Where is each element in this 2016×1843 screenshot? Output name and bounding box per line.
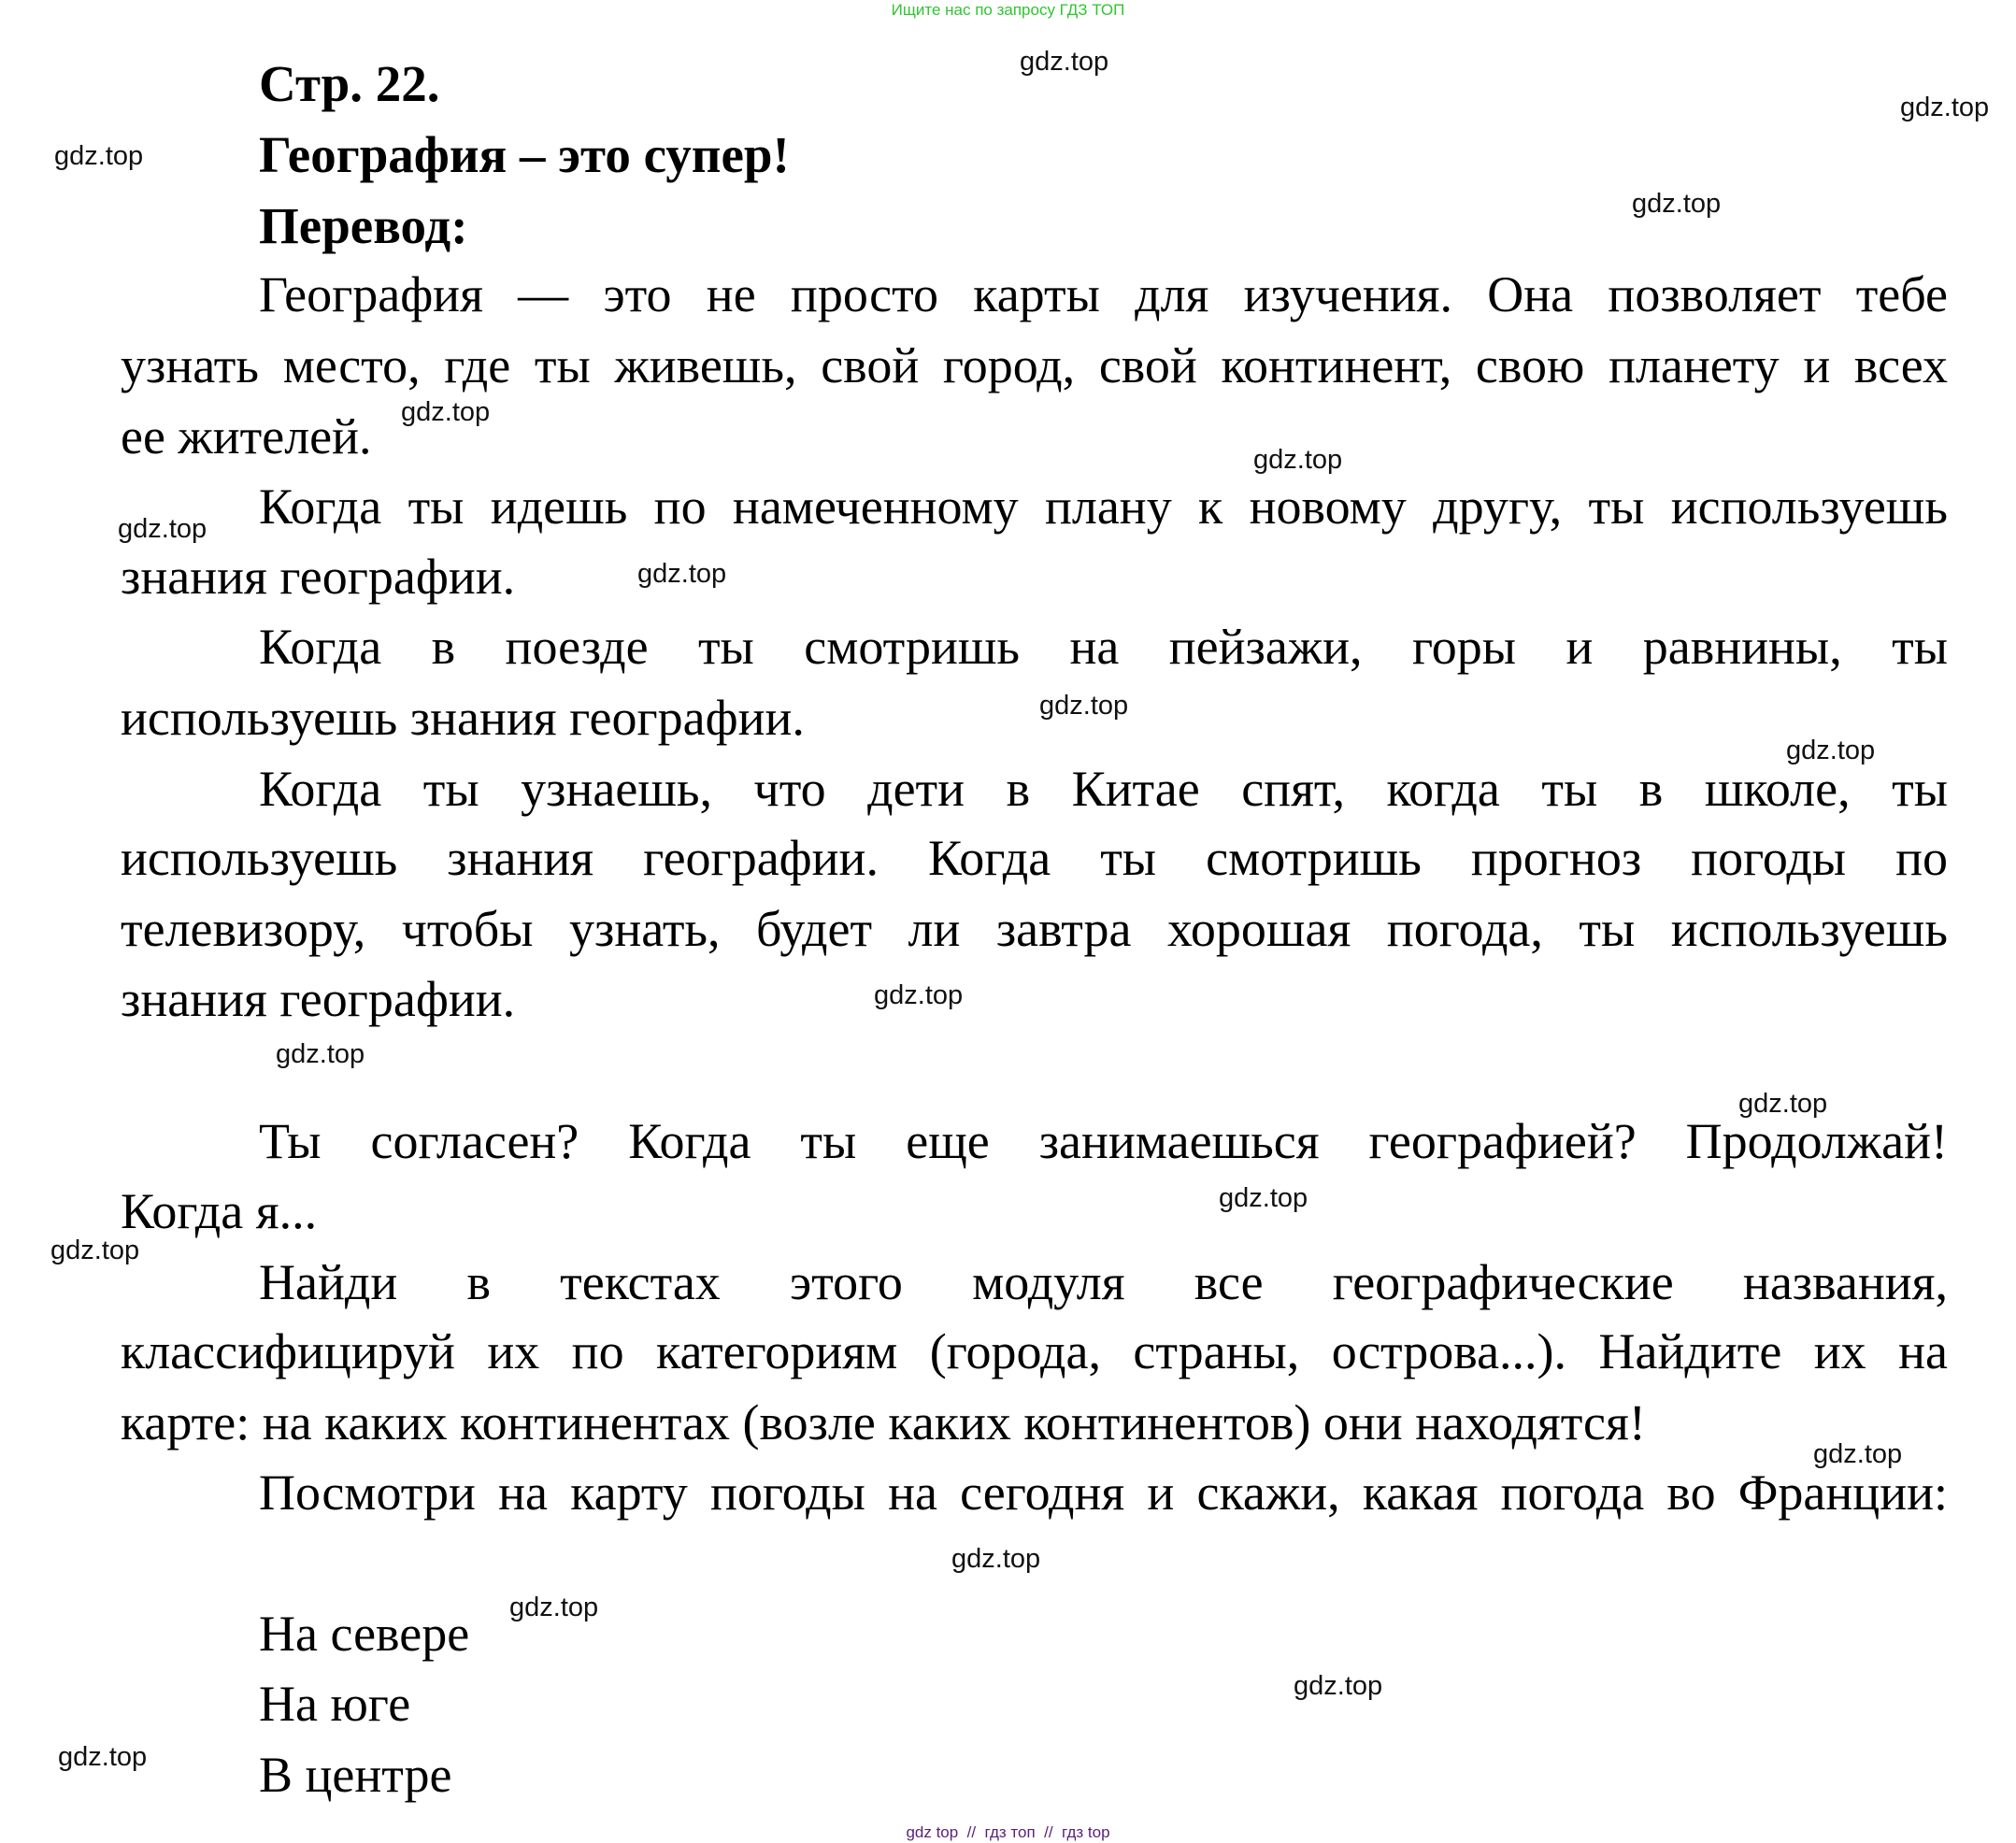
paragraph-6-line-1: Найди в текстах этого модуля все географические названия,	[259, 1254, 1948, 1310]
watermark: gdz.top	[1039, 691, 1129, 721]
weather-north: На севере	[259, 1606, 470, 1662]
paragraph-3-line-2: используешь знания географии.	[121, 690, 805, 746]
paragraph-4-line-1: Когда ты узнаешь, что дети в Китае спят, когда ты в школе, ты	[259, 761, 1948, 817]
watermark: gdz.top	[637, 559, 727, 589]
footer-links: gdz top // гдз топ // гдз top	[906, 1823, 1110, 1841]
watermark: gdz.top	[1020, 47, 1109, 77]
watermark: gdz.top	[401, 397, 491, 427]
paragraph-6-line-3: карте: на каких континентах (возле каких континентов) они находятся!	[121, 1394, 1646, 1450]
paragraph-5-line-1: Ты согласен? Когда ты еще занимаешься географией? Продолжай!	[259, 1113, 1948, 1169]
watermark: gdz.top	[1253, 445, 1343, 475]
search-banner: Ищите нас по запросу ГДЗ ТОП	[891, 1, 1125, 19]
watermark: gdz.top	[1294, 1671, 1383, 1701]
weather-center: В центре	[259, 1747, 452, 1803]
watermark: gdz.top	[1738, 1089, 1828, 1119]
paragraph-5-line-2: Когда я...	[121, 1183, 318, 1239]
paragraph-4-line-3: телевизору, чтобы узнать, будет ли завтра хорошая погода, ты используешь	[121, 901, 1948, 957]
paragraph-6-line-2: классифицируй их по категориям (города, страны, острова...). Найдите их на	[121, 1323, 1948, 1379]
watermark: gdz.top	[1219, 1183, 1308, 1213]
paragraph-1-line-3: ее жителей.	[121, 408, 372, 464]
watermark: gdz.top	[58, 1742, 148, 1772]
watermark: gdz.top	[1900, 93, 1990, 122]
watermark: gdz.top	[1813, 1439, 1903, 1469]
paragraph-3-line-1: Когда в поезде ты смотришь на пейзажи, горы и равнины, ты	[259, 619, 1948, 675]
watermark: gdz.top	[50, 1236, 140, 1265]
watermark: gdz.top	[1786, 736, 1876, 765]
paragraph-2-line-1: Когда ты идешь по намеченному плану к новому другу, ты используешь	[259, 479, 1948, 535]
paragraph-1-line-1: География — это не просто карты для изучения. Она позволяет тебе	[259, 266, 1948, 322]
watermark: gdz.top	[54, 141, 144, 171]
watermark: gdz.top	[874, 980, 964, 1010]
watermark: gdz.top	[118, 514, 207, 544]
page-title: География – это супер!	[259, 126, 790, 183]
weather-south: На юге	[259, 1676, 411, 1732]
paragraph-4-line-2: используешь знания географии. Когда ты смотришь прогноз погоды по	[121, 830, 1948, 886]
translation-label: Перевод:	[259, 197, 468, 254]
paragraph-2-line-2: знания географии.	[121, 549, 516, 605]
paragraph-4-line-4: знания географии.	[121, 971, 516, 1027]
watermark: gdz.top	[509, 1593, 599, 1622]
page-number: Стр. 22.	[259, 55, 440, 112]
paragraph-7-line-1: Посмотри на карту погоды на сегодня и скажи, какая погода во Франции:	[259, 1464, 1948, 1521]
paragraph-1-line-2: узнать место, где ты живешь, свой город, свой континент, свою планету и всех	[121, 337, 1948, 393]
watermark: gdz.top	[951, 1544, 1041, 1574]
watermark: gdz.top	[1632, 189, 1722, 219]
watermark: gdz.top	[276, 1039, 365, 1069]
